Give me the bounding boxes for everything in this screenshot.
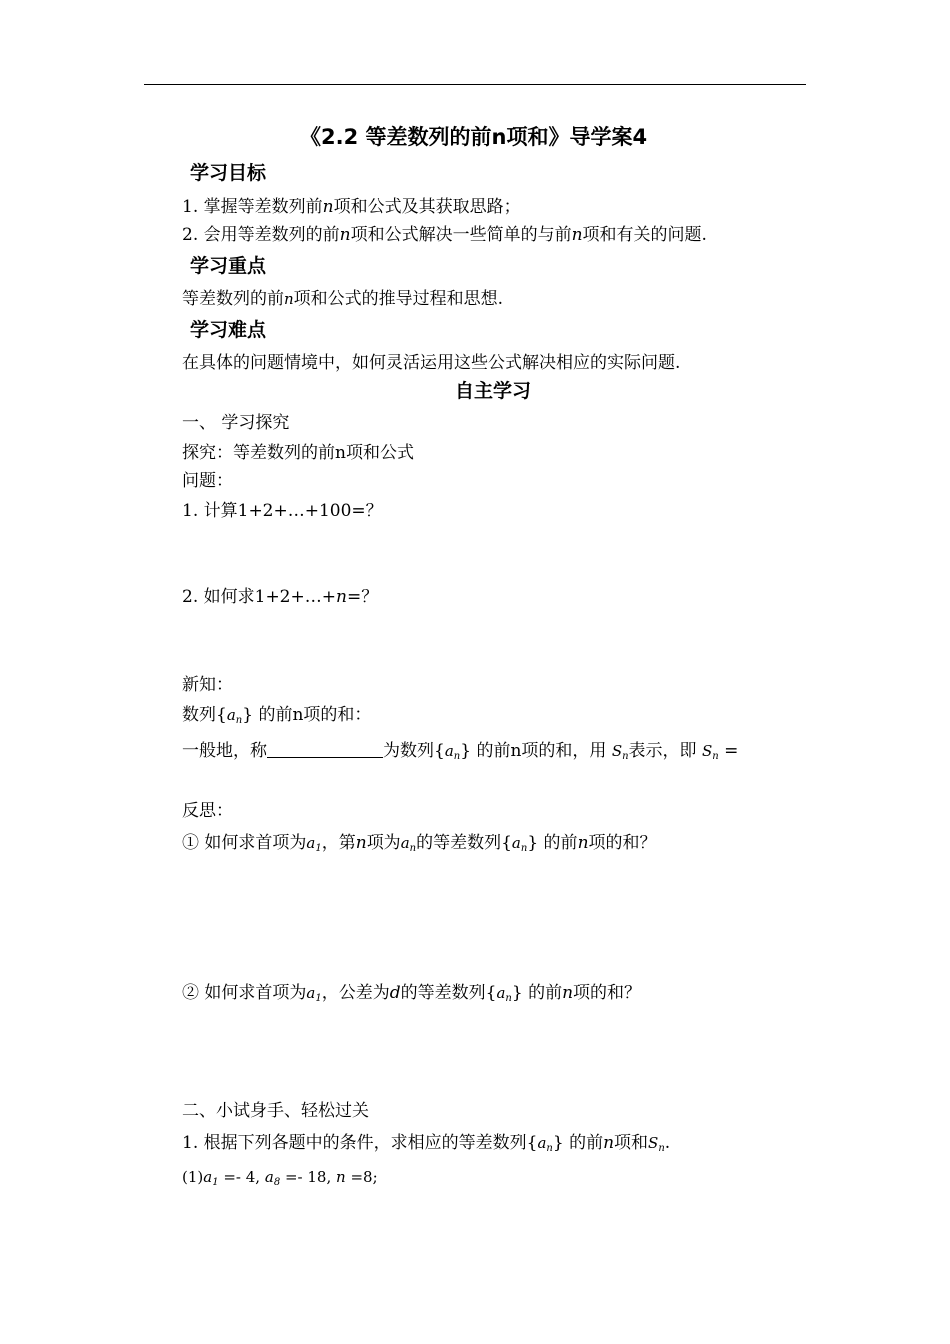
goal-item-1: 1. 掌握等差数列前n项和公式及其获取思路； <box>182 197 521 217</box>
goals-heading: 学习目标 <box>190 162 267 184</box>
exercise-1: 1. 根据下列各题中的条件，求相应的等差数列$\{a_n\}$ 的前n项和$S_n$. <box>182 1133 671 1154</box>
exercise-1-sub-1: $(1)a_1 =- 4$, $a_8 =- 18$, n =8; <box>182 1168 378 1188</box>
question-2: 2. 如何求1+2+…+n=？ <box>182 587 379 607</box>
fill-blank[interactable] <box>267 741 383 758</box>
reflect-label: 反思： <box>182 801 233 821</box>
reflect-question-2: ② 如何求首项为$a_1$，公差为d的等差数列$\{a_n\}$ 的前n项的和？ <box>182 983 642 1004</box>
page-title: 《2.2 等差数列的前n项和》导学案4 <box>300 125 648 149</box>
key-text: 等差数列的前n项和公式的推导过程和思想. <box>182 289 504 309</box>
general-definition-line: 一般地，称 为数列$\{a_n\}$ 的前n项的和，用 $S_n$表示，即 $S_n$ = <box>182 741 739 762</box>
key-heading: 学习重点 <box>190 255 267 277</box>
goal-item-2: 2. 会用等差数列的前n项和公式解决一些简单的与前n项和有关的问题. <box>182 225 707 245</box>
part1-heading: 一、 学习探究 <box>182 413 290 433</box>
question-1: 1. 计算1+2+…+100=？ <box>182 501 383 521</box>
sequence-sum-line: 数列$\{a_n\}$ 的前n项的和： <box>182 705 372 726</box>
explore-text: 探究：等差数列的前n项和公式 <box>182 443 414 463</box>
part2-heading: 二、小试身手、轻松过关 <box>182 1101 369 1121</box>
header-rule <box>144 84 806 85</box>
difficulty-heading: 学习难点 <box>190 319 267 341</box>
new-knowledge-label: 新知： <box>182 675 233 695</box>
difficulty-text: 在具体的问题情境中，如何灵活运用这些公式解决相应的实际问题. <box>182 353 681 373</box>
self-study-heading: 自主学习 <box>455 380 532 402</box>
reflect-question-1: ① 如何求首项为$a_1$，第n项为$a_n$的等差数列$\{a_n\}$ 的前n项的和？ <box>182 833 657 854</box>
question-label: 问题： <box>182 471 233 491</box>
